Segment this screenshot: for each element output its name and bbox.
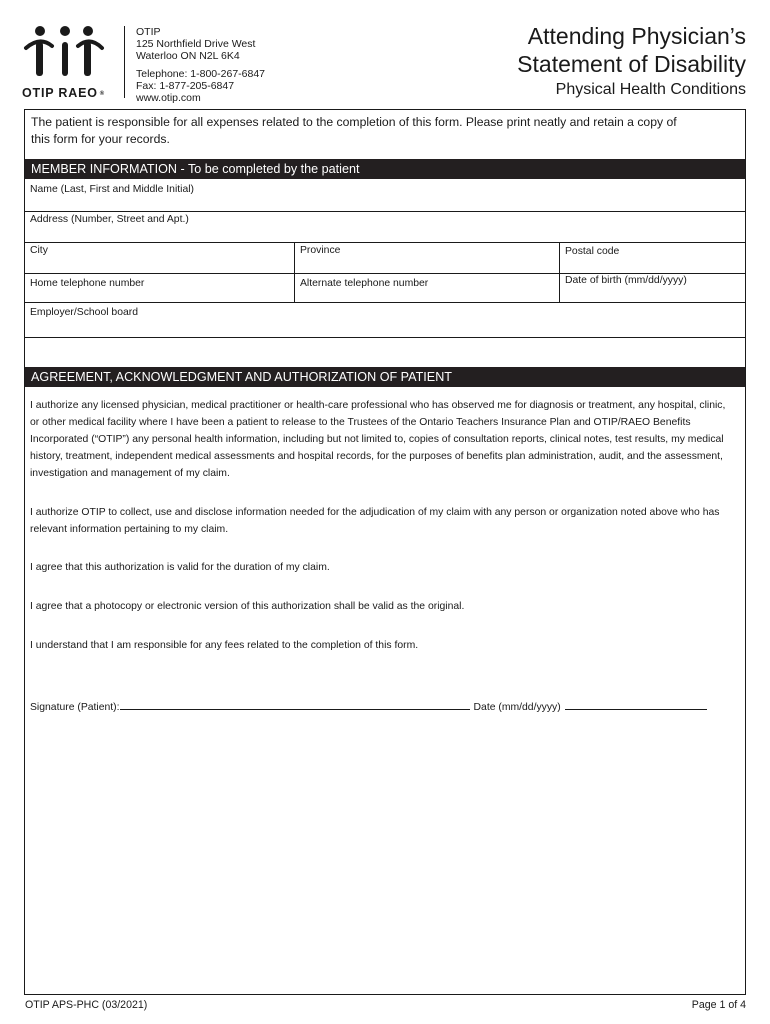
page-number: Page 1 of 4 [691,999,746,1011]
date-label: Date (mm/dd/yyyy) [473,702,561,713]
org-name: OTIP [136,26,161,38]
row-divider [25,273,745,274]
employer-label: Employer/School board [30,307,139,318]
name-label: Name (Last, First and Middle Initial) [30,184,194,195]
form-subtitle: Physical Health Conditions [555,81,746,98]
otip-logo [22,24,108,104]
col-divider [294,242,295,302]
agreement-paragraph-1: I authorize any licensed physician, medical practitioner or health-care professional who has observed me for diagnosis or treatment, any hospital, clinic, or other medical facility where I have been a patient to release to the Trustees of the Ontario Teachers Insurance Plan and OTIP/RAEO Benefits Incorporated (“OTIP”) any personal health information, including but not limited to, copies of consultation reports, clinical notes, test results, my medical history, treatment, independent medical assessments and hospital records, for the purposes of benefits plan administration, audit, and the assessment, investigation and management of my claim. [30,400,726,479]
agreement-paragraph-5: I understand that I am responsible for any fees related to the completion of this form. [30,640,419,651]
form-title [517,22,746,100]
telephone: Telephone: 1-800-267-6847 [136,68,266,80]
title-line1: Attending Physician’s [527,23,746,49]
header-divider [124,26,125,98]
signature-label: Signature (Patient): [30,702,120,713]
alt-phone-label: Alternate telephone number [300,278,429,289]
form-frame [24,109,746,995]
signature-row [30,699,707,713]
home-phone-label: Home telephone number [30,278,145,289]
province-label: Province [300,245,341,256]
people-logo-icon [22,24,108,82]
dob-label: Date of birth (mm/dd/yyyy) [565,275,687,286]
col-divider [559,242,560,302]
date-field[interactable] [565,699,707,710]
website-link[interactable]: www.otip.com [136,92,201,104]
form-code: OTIP APS-PHC (03/2021) [25,999,148,1011]
member-info-heading: MEMBER INFORMATION - To be completed by the patient [25,159,745,179]
city-label: City [30,245,48,256]
row-divider [25,302,745,303]
intro-text: The patient is responsible for all expenses related to the completion of this form. Please print neatly and retain a copy of this form for your records. [31,115,677,146]
agreement-paragraph-3: I agree that this authorization is valid for the duration of my claim. [30,562,330,573]
address-line2: Waterloo ON N2L 6K4 [136,50,240,62]
address-line1: 125 Northfield Drive West [136,38,256,50]
agreement-paragraph-2: I authorize OTIP to collect, use and disclose information needed for the adjudication of my claim with any person or organization noted above who has relevant information pertaining to my claim. [30,507,720,535]
row-divider [25,242,745,243]
address-label: Address (Number, Street and Apt.) [30,214,189,225]
fax: Fax: 1-877-205-6847 [136,80,235,92]
org-address [136,26,265,104]
agreement-heading: AGREEMENT, ACKNOWLEDGMENT AND AUTHORIZATION OF PATIENT [25,367,745,387]
row-divider [25,211,745,212]
logo-wordmark: OTIP RAEO ® [22,86,105,100]
row-divider [25,337,745,338]
postal-code-label: Postal code [565,246,620,257]
title-line2: Statement of Disability [517,51,746,77]
signature-field[interactable] [120,699,470,710]
agreement-paragraph-4: I agree that a photocopy or electronic version of this authorization shall be valid as the original. [30,601,465,612]
